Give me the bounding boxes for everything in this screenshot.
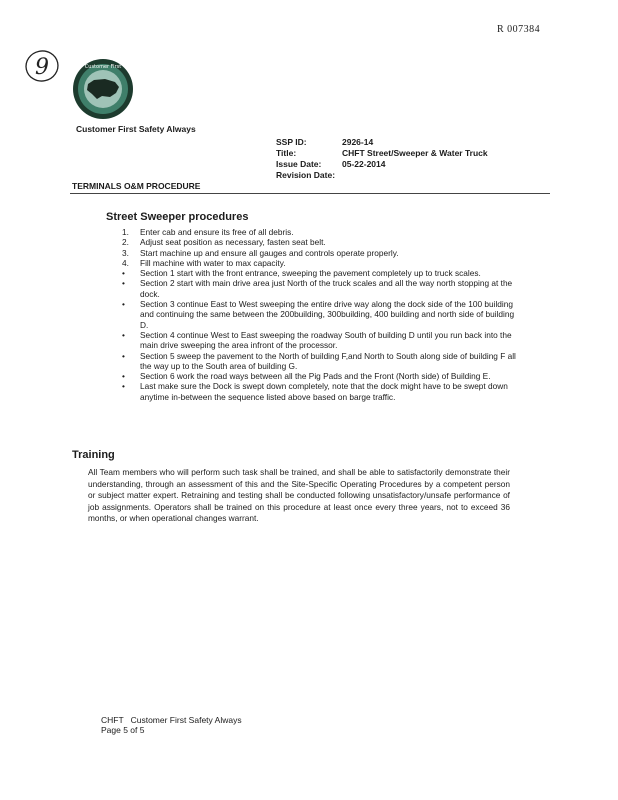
procedure-step — [122, 258, 518, 268]
step-marker: • — [122, 350, 125, 361]
department-heading: TERMINALS O&M PROCEDURE — [72, 181, 201, 191]
training-heading: Training — [72, 449, 115, 461]
title-label: Title: — [276, 148, 297, 158]
step-marker: • — [122, 268, 125, 279]
step-marker: • — [122, 381, 125, 392]
bates-number: R 007384 — [497, 24, 541, 35]
issue-date-row — [276, 159, 488, 170]
step-marker: 2. — [122, 237, 129, 248]
procedure-step — [122, 278, 518, 299]
step-marker: 1. — [122, 227, 129, 237]
ssp-id-row — [276, 137, 488, 148]
title-value: CHFT Street/Sweeper & Water Truck — [342, 148, 488, 158]
footer-page-number: Page 5 of 5 — [101, 725, 145, 735]
revision-date-label: Revision Date: — [276, 170, 336, 180]
procedure-heading: Street Sweeper procedures — [106, 211, 249, 223]
procedure-steps — [122, 227, 518, 402]
company-tagline: Customer First Safety Always — [76, 124, 196, 134]
procedure-step — [122, 330, 518, 351]
step-text: Enter cab and ensure its free of all debris. — [140, 227, 294, 237]
footer-company-line: CHFT Customer First Safety Always — [101, 715, 242, 725]
step-text: Section 3 continue East to West sweeping the entire drive way along the dock side of the 100 building and continuing the same between the 200building, 300building, 400 building and north side of building D. — [140, 299, 515, 330]
step-text: Start machine up and ensure all gauges and controls operate properly. — [140, 247, 399, 258]
ssp-info-block — [276, 137, 488, 181]
revision-date-row — [276, 170, 488, 181]
ssp-id-value: 2926-14 — [342, 137, 374, 147]
step-text: Fill machine with water to max capacity. — [140, 257, 286, 268]
step-text: Section 4 continue West to East sweeping the roadway South of building D until you run back into the main drive sweeping the area infront of the processor. — [140, 329, 512, 351]
procedure-step — [122, 227, 518, 237]
step-text: Section 6 work the road ways between all the Pig Pads and the Front (North side) of Building E. — [140, 371, 491, 382]
procedure-step — [122, 268, 518, 278]
step-marker: • — [122, 371, 125, 382]
step-marker: 4. — [122, 257, 129, 268]
step-text: Section 5 sweep the pavement to the North of building F,and North to South along side of building F all the way up to the South area of building G. — [140, 350, 516, 371]
procedure-step — [122, 371, 518, 381]
procedure-step — [122, 248, 518, 258]
step-marker: • — [122, 278, 125, 289]
step-marker: 3. — [122, 247, 129, 258]
procedure-step — [122, 381, 518, 402]
procedure-step — [122, 351, 518, 372]
handwritten-page-mark — [22, 46, 64, 91]
issue-date-label: Issue Date: — [276, 159, 322, 169]
step-marker: • — [122, 329, 125, 340]
step-text: Section 1 start with the front entrance, sweeping the pavement completely up to truck scales. — [140, 268, 481, 279]
procedure-step — [122, 237, 518, 247]
logo-text: Customer First — [84, 64, 122, 70]
issue-date-value: 05-22-2014 — [342, 159, 386, 169]
company-logo — [72, 58, 134, 125]
step-text: Last make sure the Dock is swept down completely, note that the dock might have to be swept down anytime in-between the sequence listed above based on barge traffic. — [140, 381, 508, 402]
handwritten-number: 9 — [35, 55, 49, 80]
step-text: Section 2 start with main drive area just North of the truck scales and all the way north stopping at the dock. — [140, 278, 513, 299]
step-marker: • — [122, 299, 125, 310]
procedure-step — [122, 299, 518, 330]
training-paragraph: All Team members who will perform such task shall be trained, and shall be able to satisfactorily demonstrate their understanding, through an assessment of this and the Site-Specific Operating Procedures by a competent person or subject matter expert. Retraining and testing shall be conducted following unsatisfactory/unsafe performance of job assignments. Operators shall be trained on this procedure at least once every three years, not to exceed 36 months, or when operational changes warrant. — [88, 467, 510, 523]
header-divider — [70, 193, 550, 194]
page-footer — [101, 715, 242, 735]
title-row — [276, 148, 488, 159]
ssp-id-label: SSP ID: — [276, 137, 307, 147]
step-text: Adjust seat position as necessary, fasten seat belt. — [140, 237, 326, 248]
